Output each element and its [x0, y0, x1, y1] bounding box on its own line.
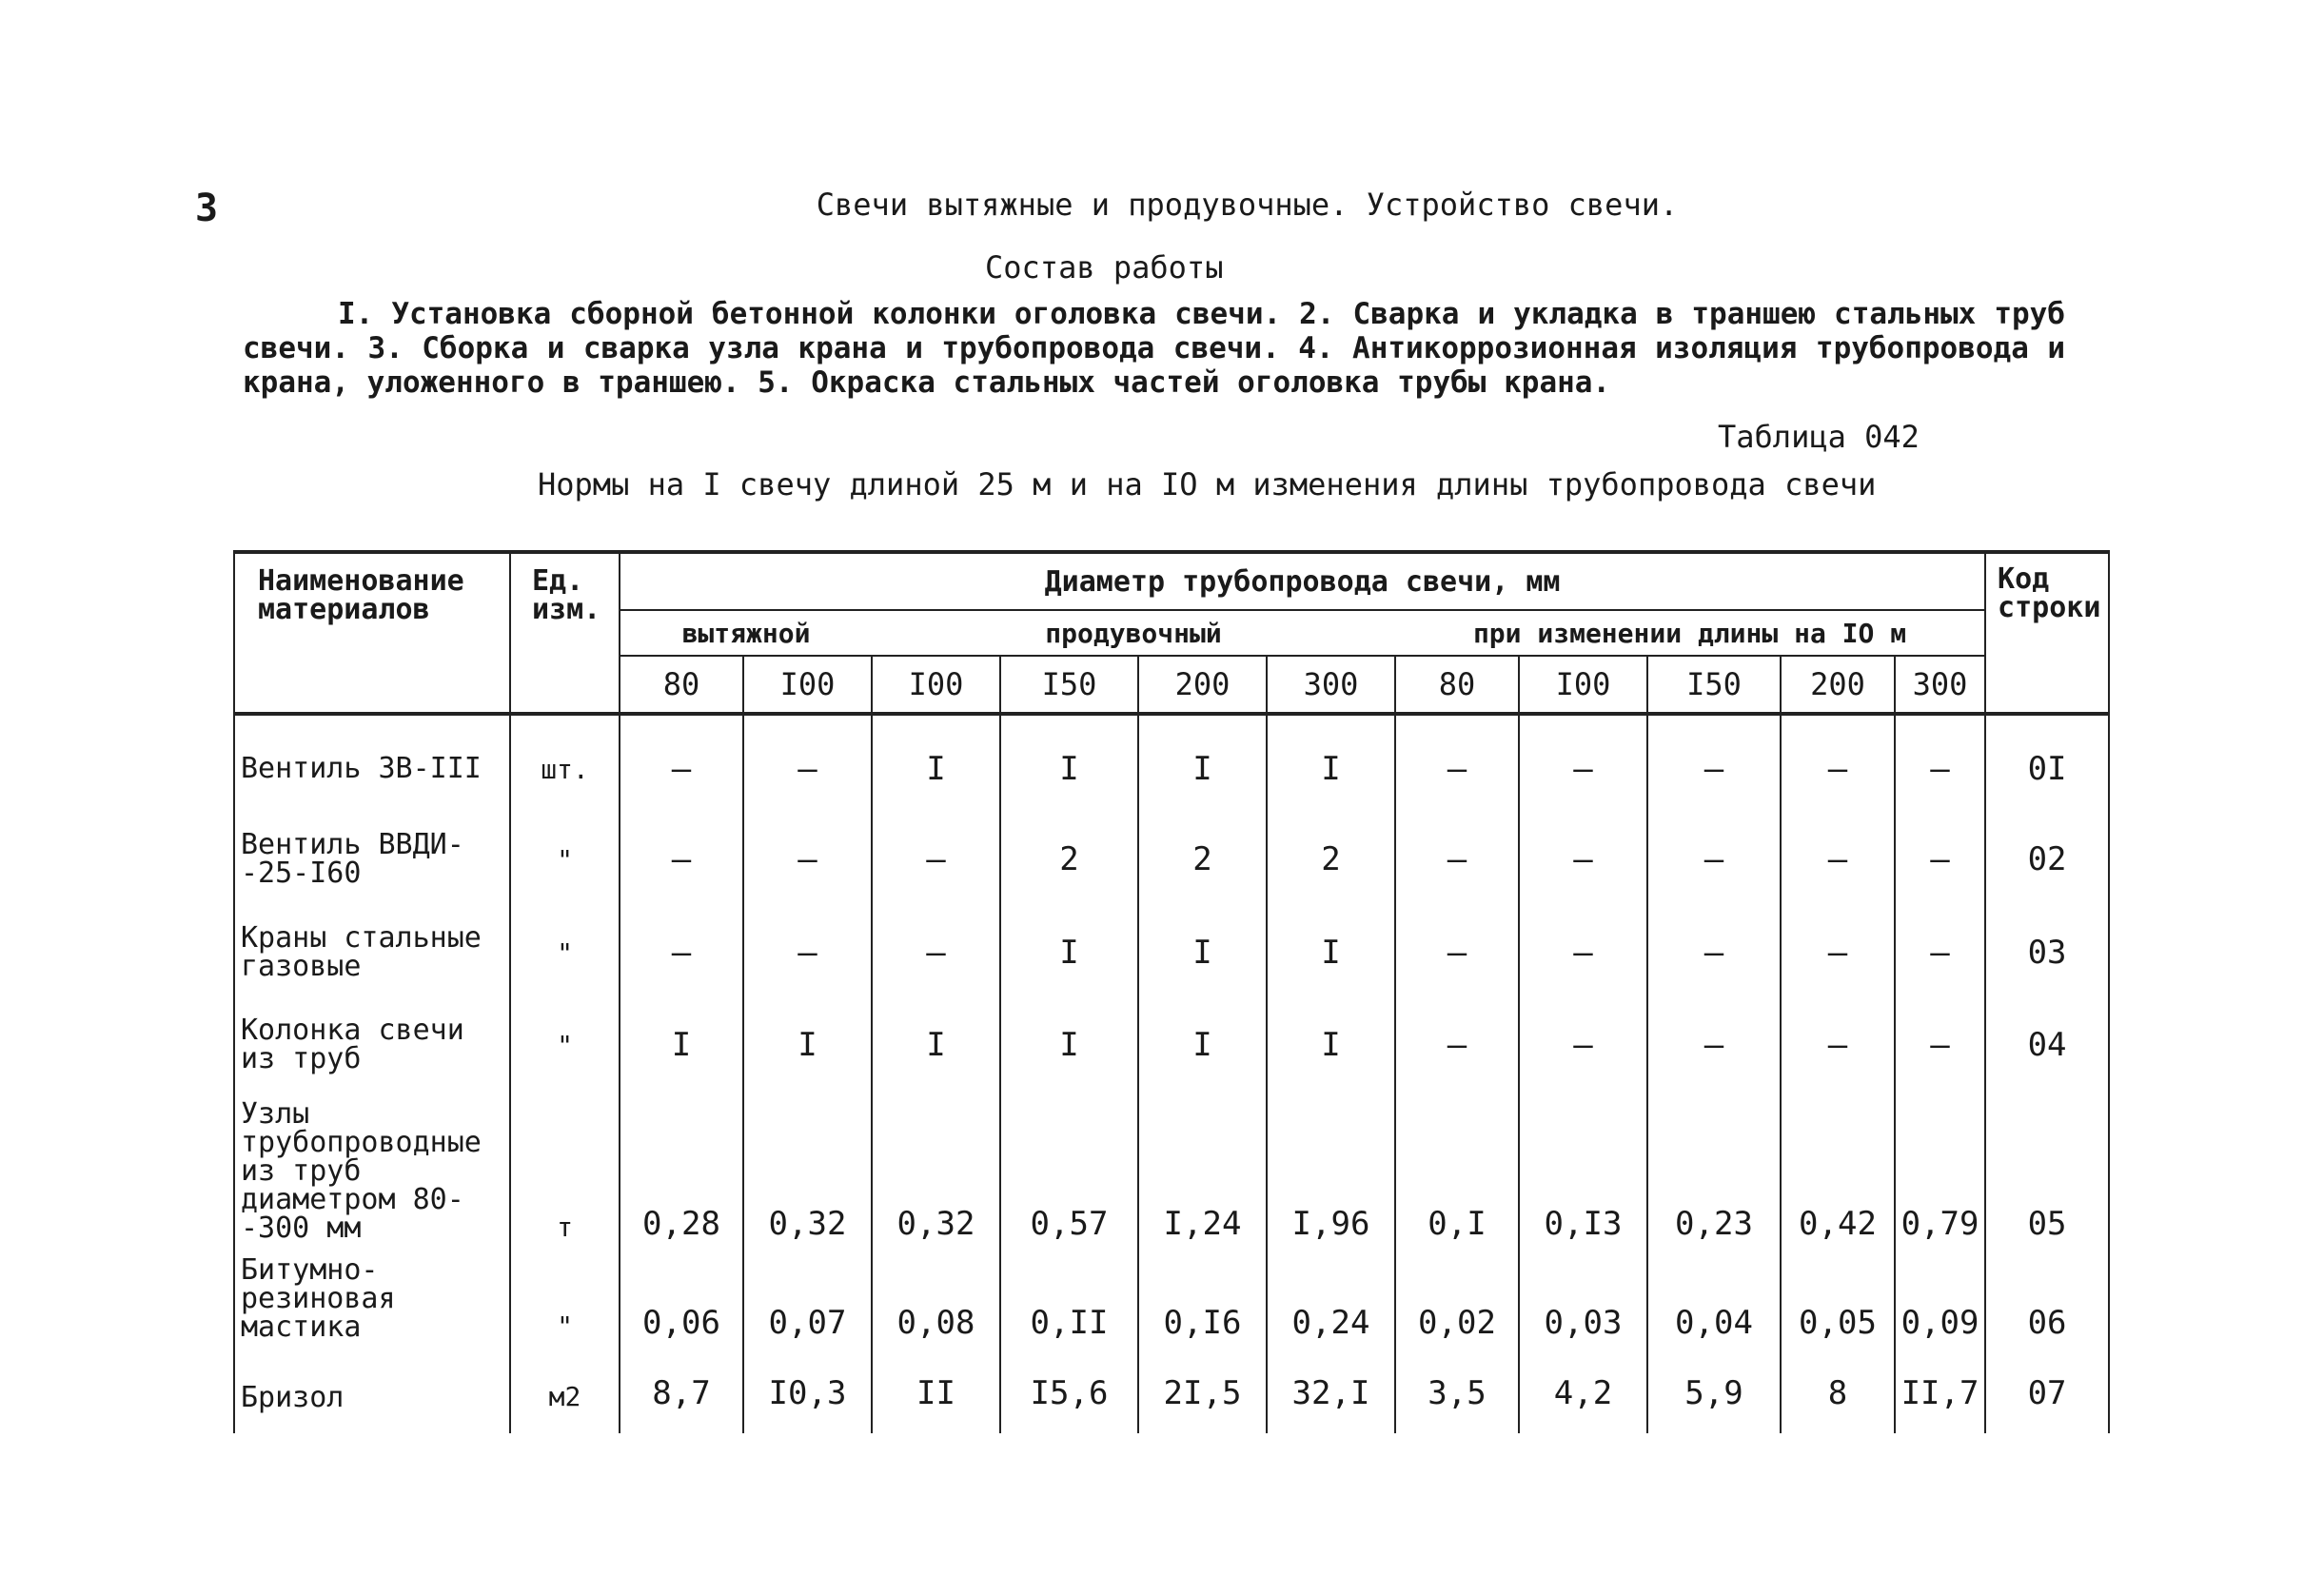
row-value: 0,06 [620, 1256, 743, 1346]
document-title [0, 187, 2304, 223]
header-diameter: Диаметр трубопровода свечи, мм [620, 552, 1985, 610]
row-value: 8 [1781, 1346, 1895, 1433]
row-value: 2 [1000, 813, 1138, 906]
header-diameter-value: 200 [1781, 656, 1895, 714]
row-value: 0,I6 [1138, 1256, 1267, 1346]
row-value: 0,09 [1895, 1256, 1985, 1346]
header-group-purge: продувочный [1045, 617, 1222, 649]
row-value: 0,23 [1647, 1091, 1781, 1256]
row-value: – [1647, 906, 1781, 999]
row-value: 0,07 [743, 1256, 872, 1346]
row-value: 0,04 [1647, 1256, 1781, 1346]
row-value: I,24 [1138, 1091, 1267, 1256]
row-value: I [1138, 725, 1267, 813]
row-code: 0I [1985, 725, 2109, 813]
row-value: – [872, 813, 1000, 906]
header-diameter-value: 200 [1138, 656, 1267, 714]
row-value: I [743, 999, 872, 1091]
composition-heading: Состав работы [985, 249, 1224, 286]
row-code: 04 [1985, 999, 2109, 1091]
row-value: I [872, 725, 1000, 813]
header-group-exhaust: вытяжной [620, 610, 872, 656]
row-unit: " [510, 1256, 620, 1346]
row-value: 2 [1267, 813, 1395, 906]
header-code: Код строки [1985, 552, 2109, 714]
row-value: I [1000, 725, 1138, 813]
norms-heading: Нормы на I свечу длиной 25 м и на IO м изменения длины трубопровода свечи [538, 466, 1877, 502]
row-name: Узлы трубопроводные из труб диаметром 80--300 мм [234, 1091, 510, 1256]
row-value: I5,6 [1000, 1346, 1138, 1433]
document-title-text: Свечи вытяжные и продувочные. Устройство свечи. [816, 187, 1679, 223]
row-code: 05 [1985, 1091, 2109, 1256]
row-name: Колонка свечи из труб [234, 999, 510, 1091]
row-value: 0,08 [872, 1256, 1000, 1346]
header-diameter-value: I50 [1647, 656, 1781, 714]
row-value: – [1895, 999, 1985, 1091]
table-row [234, 1256, 2109, 1346]
row-value: 0,03 [1519, 1256, 1647, 1346]
row-unit: " [510, 906, 620, 999]
table-row [234, 999, 2109, 1091]
row-value: – [1781, 999, 1895, 1091]
row-value: II,7 [1895, 1346, 1985, 1433]
row-value: 4,2 [1519, 1346, 1647, 1433]
row-unit: шт. [510, 725, 620, 813]
row-value: – [1895, 813, 1985, 906]
row-value: I [1267, 906, 1395, 999]
row-value: 5,9 [1647, 1346, 1781, 1433]
row-value: – [1395, 725, 1519, 813]
row-unit: " [510, 813, 620, 906]
row-value: I [1138, 999, 1267, 1091]
row-value: I [620, 999, 743, 1091]
header-diameter-value: 80 [620, 656, 743, 714]
row-value: – [743, 725, 872, 813]
row-value: – [1647, 999, 1781, 1091]
row-value: – [743, 813, 872, 906]
composition-text [243, 297, 2065, 400]
header-group-change: при изменении длины на IO м [1395, 610, 1985, 656]
row-value: – [1519, 999, 1647, 1091]
row-unit: т [510, 1091, 620, 1256]
row-value: 32,I [1267, 1346, 1395, 1433]
table-row [234, 1346, 2109, 1433]
row-value: I [872, 999, 1000, 1091]
row-value: 0,32 [743, 1091, 872, 1256]
table-row [234, 725, 2109, 813]
row-value: – [1395, 906, 1519, 999]
row-code: 03 [1985, 906, 2109, 999]
row-value: 0,05 [1781, 1256, 1895, 1346]
row-value: – [1647, 813, 1781, 906]
table-number: Таблица 042 [1718, 419, 1920, 455]
row-name: Бризол [234, 1346, 510, 1433]
row-value: 2 [1138, 813, 1267, 906]
row-value: 0,24 [1267, 1256, 1395, 1346]
header-diameter-value: I50 [1000, 656, 1138, 714]
header-diameter-value: I00 [743, 656, 872, 714]
row-value: 0,79 [1895, 1091, 1985, 1256]
row-value: – [1781, 906, 1895, 999]
row-name: Вентиль ЗВ-III [234, 725, 510, 813]
header-diameter-value: 300 [1895, 656, 1985, 714]
row-value: – [1895, 906, 1985, 999]
row-value: I [1000, 906, 1138, 999]
header-unit: Ед. изм. [510, 552, 620, 714]
row-value: 0,32 [872, 1091, 1000, 1256]
row-unit: " [510, 999, 620, 1091]
row-code: 02 [1985, 813, 2109, 906]
row-value: I0,3 [743, 1346, 872, 1433]
row-name: Вентиль ВВДИ--25-I60 [234, 813, 510, 906]
row-value: 3,5 [1395, 1346, 1519, 1433]
row-value: – [1781, 813, 1895, 906]
table-row [234, 813, 2109, 906]
row-value: 0,I [1395, 1091, 1519, 1256]
row-value: – [620, 813, 743, 906]
row-value: – [1519, 906, 1647, 999]
norms-table [233, 550, 2110, 1433]
row-value: 0,I3 [1519, 1091, 1647, 1256]
row-name: Битумно-резиновая мастика [234, 1256, 510, 1346]
row-value: I [1000, 999, 1138, 1091]
row-value: – [1519, 725, 1647, 813]
header-name: Наименование материалов [234, 552, 510, 714]
row-value: – [1395, 999, 1519, 1091]
row-value: – [743, 906, 872, 999]
row-value: – [1895, 725, 1985, 813]
row-value: 0,II [1000, 1256, 1138, 1346]
row-value: 0,02 [1395, 1256, 1519, 1346]
row-value: – [1647, 725, 1781, 813]
row-value: II [872, 1346, 1000, 1433]
page-mark: 3 [195, 187, 219, 230]
row-code: 06 [1985, 1256, 2109, 1346]
table-row [234, 1091, 2109, 1256]
row-value: 8,7 [620, 1346, 743, 1433]
row-code: 07 [1985, 1346, 2109, 1433]
row-value: – [620, 725, 743, 813]
row-value: – [1395, 813, 1519, 906]
composition-text-body: I. Установка сборной бетонной колонки оголовка свечи. 2. Сварка и укладка в траншею стальных труб свечи. 3. Сборка и сварка узла крана и трубопровода свечи. 4. Антикоррозионная изоляция трубопровода и крана, уложенного в траншею. 5. Окраска стальных частей оголовка трубы крана. [243, 297, 2065, 400]
row-value: 0,42 [1781, 1091, 1895, 1256]
row-value: I [1138, 906, 1267, 999]
row-value: 2I,5 [1138, 1346, 1267, 1433]
header-diameter-value: 80 [1395, 656, 1519, 714]
row-value: I [1267, 999, 1395, 1091]
row-value: I [1267, 725, 1395, 813]
row-value: 0,28 [620, 1091, 743, 1256]
row-name: Краны стальные газовые [234, 906, 510, 999]
row-value: – [620, 906, 743, 999]
header-diameter-value: I00 [1519, 656, 1647, 714]
header-diameter-value: 300 [1267, 656, 1395, 714]
header-diameter-value: I00 [872, 656, 1000, 714]
row-value: – [1519, 813, 1647, 906]
table-row [234, 906, 2109, 999]
row-value: 0,57 [1000, 1091, 1138, 1256]
row-value: – [1781, 725, 1895, 813]
row-value: I,96 [1267, 1091, 1395, 1256]
row-unit: м2 [510, 1346, 620, 1433]
row-value: – [872, 906, 1000, 999]
